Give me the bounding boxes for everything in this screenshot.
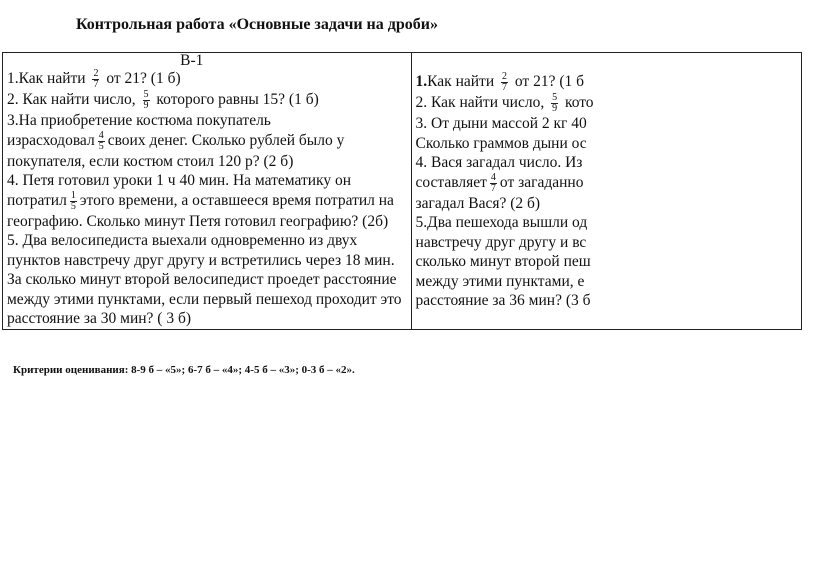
assignment-table <box>2 52 802 330</box>
v2-q5-line-3: сколько минут второй пеш <box>415 253 591 270</box>
v1-q3-fraction <box>98 131 105 152</box>
v2-q4-text-a: составляет <box>415 173 487 191</box>
v1-q3-text-b: своих денег. Сколько рублей было у <box>107 131 345 149</box>
v2-question-4 <box>416 153 797 213</box>
v1-q5-line-3: За сколько минут второй велосипедист проедет расстояние <box>7 271 397 288</box>
v1-q5-line-1: 5. Два велосипедиста выехали одновременно из двух <box>7 232 358 249</box>
v1-q3-line-1: 3.На приобретение костюма покупатель <box>7 112 271 129</box>
v1-q4-den: 5 <box>70 200 76 212</box>
v1-q1-num: 2 <box>93 68 99 79</box>
v2-q2-den: 9 <box>552 103 558 114</box>
v1-q4-line-3: географию. Сколько минут Петя готовил географию? (2б) <box>7 212 389 230</box>
page-title: Контрольная работа «Основные задачи на дроби» <box>76 16 438 33</box>
v2-q1-fraction <box>501 72 508 93</box>
v1-q3-den: 5 <box>98 140 104 152</box>
v2-q3-line-2: Сколько граммов дыни ос <box>415 134 587 152</box>
v2-q4-line-3: загадал Вася? (2 б) <box>415 194 541 212</box>
v2-q1-den: 7 <box>502 82 507 93</box>
v1-q5-line-4: между этими пунктами, если первый пешеход проходит это <box>7 290 402 308</box>
v2-q5-line-5: расстояние за 36 мин? (3 б <box>415 292 591 309</box>
v1-q1-fraction <box>92 69 99 90</box>
v1-q1-den: 7 <box>93 79 99 90</box>
variant-2-cell <box>411 53 801 330</box>
variant-1-cell <box>3 53 412 330</box>
grading-criteria: Критерии оценивания: 8-9 б – «5»; 6-7 б – «4»; 4-5 б – «3»; 0-3 б – «2». <box>13 364 355 376</box>
v2-q1-num: 2 <box>502 71 507 82</box>
v1-q3-text-a: израсходовал <box>7 131 95 149</box>
v1-q4-text-b: этого времени, а оставшееся время потратил на <box>79 191 394 209</box>
v2-q1-number: 1. <box>415 73 428 91</box>
v2-q5-line-2: навстречу друг другу и вс <box>415 233 587 251</box>
v1-q4-line-1: 4. Петя готовил уроки 1 ч 40 мин. На математику он <box>7 172 351 189</box>
v1-q2-den: 9 <box>143 100 149 111</box>
v2-q2-num: 5 <box>552 92 558 103</box>
v1-question-2 <box>7 90 407 111</box>
v1-q4-fraction <box>70 191 77 212</box>
v2-q1-text-b: от 21? (1 б <box>514 73 584 91</box>
v1-q2-num: 5 <box>143 89 149 100</box>
v2-q2-text-b: кото <box>564 94 594 112</box>
v1-q5-line-2: пунктов навстречу друг другу и встретились через 18 мин. <box>7 251 395 269</box>
v2-q5-line-4: между этими пунктами, е <box>415 272 585 290</box>
v2-q4-text-b: от загаданно <box>499 173 584 191</box>
v1-q3-num: 4 <box>98 129 104 141</box>
v2-q5-line-1: 5.Два пешехода вышли од <box>415 214 588 231</box>
v2-question-2 <box>416 93 797 114</box>
v2-q4-num: 4 <box>490 171 496 183</box>
assignment-table-area <box>0 52 594 334</box>
v2-question-3 <box>416 114 797 153</box>
v1-q2-text-b: которого равны 15? (1 б) <box>156 91 319 109</box>
v1-q3-line-3: покупателя, если костюм стоил 120 р? (2 б) <box>7 152 294 170</box>
variant-1-header: В-1 <box>180 52 204 69</box>
v1-question-1 <box>7 69 407 90</box>
v1-q1-text-b: от 21? (1 б) <box>106 70 181 88</box>
v2-q4-line-2 <box>416 173 797 194</box>
v1-q2-fraction <box>143 90 150 111</box>
v1-question-3 <box>7 111 407 171</box>
v2-q3-line-1: 3. От дыни массой 2 кг 40 <box>415 115 587 132</box>
v1-q2-text-a: 2. Как найти число, <box>7 91 136 109</box>
v1-q4-line-2 <box>7 191 407 212</box>
v1-question-4 <box>7 171 407 231</box>
v2-q1-text-a: Как найти <box>427 73 495 91</box>
v2-q4-den: 7 <box>490 182 496 194</box>
v1-q3-line-2 <box>7 131 407 152</box>
v2-question-5 <box>416 213 797 311</box>
v2-q4-line-1: 4. Вася загадал число. Из <box>415 154 583 171</box>
v1-q4-num: 1 <box>70 189 76 201</box>
v1-q4-text-a: потратил <box>7 191 67 209</box>
v1-q1-text-a: 1.Как найти <box>7 70 86 88</box>
v2-q2-fraction <box>551 93 558 114</box>
v1-question-5 <box>7 231 407 329</box>
v2-question-1 <box>416 72 797 93</box>
v2-q2-text-a: 2. Как найти число, <box>415 94 545 112</box>
v2-q4-fraction <box>490 173 497 194</box>
v1-q5-line-5: расстояние за 30 мин? ( 3 б) <box>7 310 192 327</box>
